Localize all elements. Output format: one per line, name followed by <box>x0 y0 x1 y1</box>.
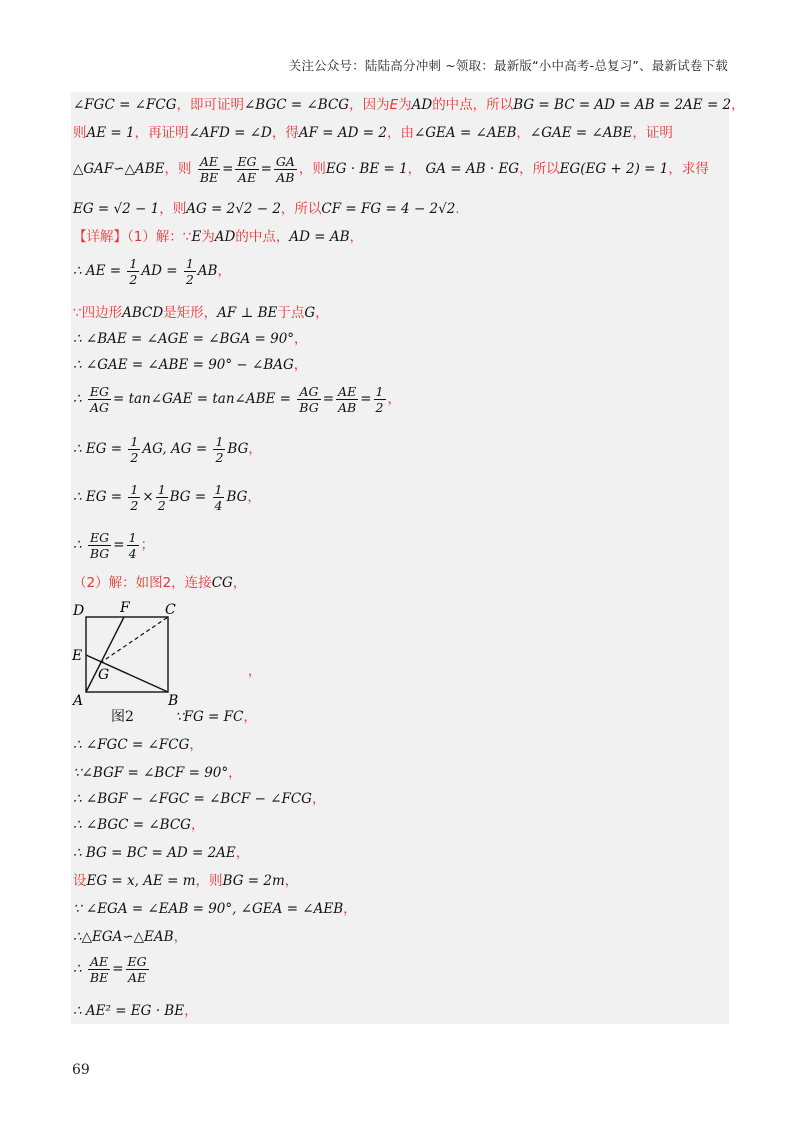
math-expr: ∴ ∠FGC = ∠FCG <box>73 737 190 753</box>
math-expr: AD <box>411 97 433 113</box>
red-text: ， <box>349 229 364 245</box>
red-text: 是矩形， <box>163 305 218 321</box>
math-expr: ∴ AE² = EG · BE <box>73 1003 185 1019</box>
solution-line-12: ∴ EG = $\frac{1}{2}$ × $\frac{1}{2}$ BG = $\frac{1}{4}$ BG， <box>73 482 261 513</box>
red-text: ， <box>731 97 745 113</box>
fraction: $\frac{EG}{AG}$ <box>89 384 110 415</box>
red-text: ， <box>248 441 262 457</box>
fraction: $\frac{AE}{BE}$ <box>89 954 109 985</box>
math-expr: ∴ AE = <box>73 263 122 279</box>
math-expr: AF ⊥ BE <box>217 305 278 321</box>
fraction: $\frac{1}{4}$ <box>214 482 223 513</box>
fraction: $\frac{1}{2}$ <box>130 434 139 465</box>
math-expr: E <box>389 97 399 113</box>
solution-line-11 <box>73 434 262 465</box>
math-expr: ∴ <box>73 961 82 977</box>
red-text: ， <box>284 873 299 889</box>
red-text: ， <box>228 765 242 781</box>
red-text: ，则 <box>164 161 192 177</box>
math-expr: △GAF∽△ABE <box>73 161 165 177</box>
red-text: ，所以 <box>280 201 322 217</box>
fraction: $\frac{AG}{BG}$ <box>299 384 319 415</box>
fraction: $\frac{1}{2}$ <box>130 482 139 513</box>
label-g: G <box>98 667 110 683</box>
fraction: $\frac{EG}{AE}$ <box>237 154 257 185</box>
math-expr: ∴ EG = <box>73 441 123 457</box>
math-expr: CF = FG = 4 − 2√2 <box>321 201 456 217</box>
red-text: ， <box>217 263 231 279</box>
red-text: 的中点，所以 <box>432 97 514 113</box>
solution-line-1 <box>73 96 745 114</box>
math-expr: BG <box>226 489 248 505</box>
math-expr: ∴ ∠BGC = ∠BCG <box>73 817 191 833</box>
math-expr: ∠FGC = ∠FCG <box>73 97 177 113</box>
red-text: 为 <box>398 97 412 113</box>
red-text: ； <box>140 537 155 553</box>
label-e: E <box>72 648 83 664</box>
fraction: $\frac{1}{2}$ <box>375 384 384 415</box>
math-expr: AB <box>197 263 218 279</box>
math-expr: AD = AB <box>289 229 350 245</box>
segment-cg-dashed <box>100 617 168 663</box>
figure-caption: 图2 <box>111 709 134 725</box>
math-expr: ∠GAE = ∠ABE <box>529 125 633 141</box>
red-text: ， <box>235 845 250 861</box>
math-expr: E <box>191 229 202 245</box>
red-text: ， <box>184 1003 198 1019</box>
solution-line-23 <box>73 928 187 946</box>
red-text: ，则 <box>195 873 223 889</box>
red-text: ，则 <box>159 201 187 217</box>
fraction: $\frac{AE}{BE}$ <box>199 154 219 185</box>
math-expr: BG = 2m <box>222 873 285 889</box>
math-expr: EG · BE = 1 <box>325 161 408 177</box>
math-expr: ∵∠BGF = ∠BCF = 90° <box>73 765 229 781</box>
solution-line-25 <box>73 1002 198 1020</box>
solution-line-10: ∴ $\frac{EG}{AG}$ = tan∠GAE = tan∠ABE = $\frac{AG}{BG}$ = $\frac{AE}{AB}$ = $\frac{1}{2}$ ， <box>73 384 401 415</box>
math-expr: ∵ ∠EGA = ∠EAB = 90°, ∠GEA = ∠AEB <box>73 901 344 917</box>
red-text: ， <box>315 305 329 321</box>
red-text: ， <box>343 901 357 917</box>
red-text: ， <box>293 357 308 373</box>
red-text: ， <box>243 709 257 725</box>
detail-heading-line <box>73 228 363 246</box>
math-expr: CG <box>211 575 233 591</box>
math-expr: ∠BGC = ∠BCG <box>243 97 350 113</box>
solution-line-21 <box>73 872 298 890</box>
fraction: $\frac{1}{2}$ <box>129 256 138 287</box>
label-c: C <box>165 602 176 618</box>
red-text: ， <box>173 929 188 945</box>
fraction: $\frac{EG}{BG}$ <box>89 530 110 561</box>
math-expr: BG = <box>169 489 207 505</box>
math-expr: AF = AD = 2 <box>298 125 387 141</box>
math-expr: ∴ ∠BGF − ∠FGC = ∠BCF − ∠FCG <box>73 791 312 807</box>
red-text: ， <box>232 575 247 591</box>
red-text: ， <box>311 791 326 807</box>
solution-line-9 <box>73 356 307 374</box>
red-text: 于点 <box>277 305 305 321</box>
math-expr: ∴△EGA∽△EAB <box>73 929 174 945</box>
fraction: $\frac{1}{2}$ <box>157 482 166 513</box>
red-text: 的中点， <box>235 229 290 245</box>
solution-line-16 <box>73 736 203 754</box>
math-expr: AD = <box>141 263 178 279</box>
red-text: ， <box>294 331 308 347</box>
math-expr: EG = x, AE = m <box>86 873 196 889</box>
label-a: A <box>73 693 84 709</box>
stray-comma: ， <box>248 664 262 679</box>
math-expr: G <box>304 305 316 321</box>
red-text: 则 <box>73 125 87 141</box>
red-text: 设 <box>73 873 87 889</box>
math-expr: ∠AFD = ∠D <box>188 125 272 141</box>
red-text: ， <box>190 817 205 833</box>
red-text: ，由 <box>386 125 414 141</box>
solution-line-18 <box>73 790 325 808</box>
red-text: ， <box>247 489 261 505</box>
math-expr: ∵FG = FC <box>175 709 244 725</box>
fraction: $\frac{1}{2}$ <box>185 256 194 287</box>
math-expr: = tan∠GAE = tan∠ABE = <box>113 391 291 407</box>
red-text: ，则 <box>298 161 326 177</box>
solution-line-6 <box>73 256 231 287</box>
solution-line-24: ∴ $\frac{AE}{BE}$ = $\frac{EG}{AE}$ <box>73 954 147 985</box>
page-number: 69 <box>72 1062 90 1078</box>
math-expr: AG, AG = <box>142 441 208 457</box>
math-expr: ∠GEA = ∠AEB <box>413 125 517 141</box>
solution-line-8 <box>73 330 308 348</box>
red-text: ∵四边形 <box>73 305 123 321</box>
solution-line-19 <box>73 816 204 834</box>
fraction: $\frac{1}{2}$ <box>215 434 224 465</box>
label-d: D <box>73 603 85 619</box>
math-expr: ∴ EG = <box>73 489 123 505</box>
red-text: ，即可证明 <box>176 97 244 113</box>
math-expr: GA = AB · EG <box>425 161 520 177</box>
math-expr: ∴ <box>73 537 82 553</box>
math-expr: ABCD <box>122 305 164 321</box>
math-expr: ∴ ∠BAE = ∠AGE = ∠BGA = 90° <box>73 331 295 347</box>
geometry-figure-2 <box>71 597 271 712</box>
red-text: ，所以 <box>519 161 560 177</box>
math-expr: BG = BC = AD = AB = 2AE = 2 <box>513 97 732 113</box>
fraction: $\frac{EG}{AE}$ <box>127 954 147 985</box>
math-expr: AD <box>214 229 236 245</box>
math-expr: ∴ ∠GAE = ∠ABE = 90° − ∠BAG <box>73 357 294 373</box>
red-text: ，求得 <box>668 161 709 177</box>
solution-line-20 <box>73 844 249 862</box>
solution-line-2 <box>73 124 673 142</box>
math-expr: ∴ <box>73 391 82 407</box>
red-text: ，证明 <box>632 125 673 141</box>
solution-line-13: ∴ $\frac{EG}{BG}$ = $\frac{1}{4}$ ； <box>73 530 155 561</box>
label-b: B <box>168 693 179 709</box>
math-expr: AE = 1 <box>86 125 135 141</box>
solution-line-4 <box>73 200 469 218</box>
part2-heading-line <box>73 574 246 592</box>
red-text: ， <box>189 737 203 753</box>
fraction: $\frac{GA}{AB}$ <box>275 154 295 185</box>
math-expr: EG = √2 − 1 <box>73 201 160 217</box>
red-text: ，再证明 <box>134 125 189 141</box>
red-text: ，因为 <box>349 97 390 113</box>
solution-line-22 <box>73 900 357 918</box>
page-header: 关注公众号：陆陆高分冲刺 ~领取：最新版“小中高考-总复习”、最新试卷下载 <box>288 58 728 73</box>
label-f: F <box>120 600 130 616</box>
solution-panel <box>71 92 745 1024</box>
fraction: $\frac{AE}{AB}$ <box>338 384 357 415</box>
red-text: 为 <box>201 229 215 245</box>
math-expr: ∴ BG = BC = AD = 2AE <box>73 845 236 861</box>
red-text: ， <box>407 161 422 177</box>
fraction: $\frac{1}{4}$ <box>128 530 137 561</box>
math-expr: AG = 2√2 − 2 <box>186 201 281 217</box>
red-text: ， <box>516 125 530 141</box>
math-expr: BG <box>227 441 249 457</box>
red-text: ， <box>387 391 401 407</box>
solution-line-15 <box>175 708 257 726</box>
red-text: （2）解：如图2，连接 <box>73 575 212 591</box>
red-text: 【详解】（1）解：∵ <box>73 229 192 245</box>
math-expr: EG(EG + 2) = 1 <box>559 161 669 177</box>
solution-line-17 <box>73 764 242 782</box>
red-text: ． <box>455 201 469 217</box>
solution-line-3: △GAF∽△ABE，则 $\frac{AE}{BE}$ = $\frac{EG}{AE}$ = $\frac{GA}{AB}$ ，则EG · BE = 1， GA = AB · EG，所以EG(EG + 2) = 1，求得 <box>73 154 709 185</box>
solution-line-7 <box>73 304 329 322</box>
red-text: ，得 <box>271 125 299 141</box>
